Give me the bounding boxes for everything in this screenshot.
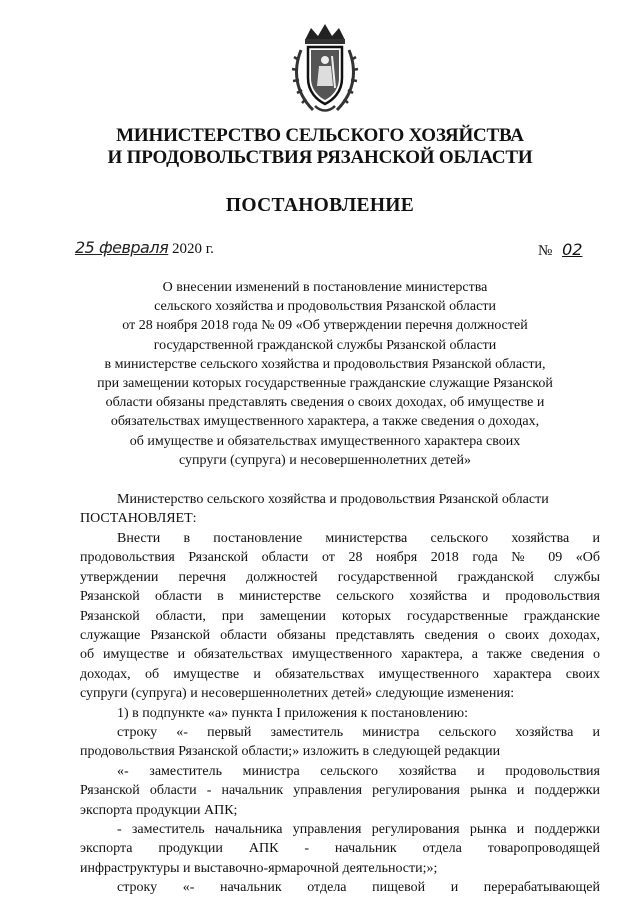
paragraph-line: строку «- первый заместитель министра сельского хозяйства и <box>117 725 600 740</box>
paragraph-line: «- заместитель министра сельского хозяйства и продовольствия <box>117 764 600 779</box>
intro-paragraph <box>80 490 600 509</box>
paragraph-line: Рязанской области в министерстве сельского хозяйства и продовольствия <box>80 589 600 605</box>
paragraph-food-department <box>80 878 600 897</box>
subject-line: государственной гражданской службы Рязанской области <box>153 337 497 353</box>
subject-line: в министерстве сельского хозяйства и продовольствия Рязанской области, <box>104 356 546 372</box>
handwritten-number: 02 <box>562 240 583 259</box>
paragraph-line: доходах, об имуществе и обязательствах имущественного характера своих <box>80 666 600 682</box>
subject-line: об имуществе и обязательствах имущественного характера своих <box>129 433 521 449</box>
subject-line: области обязаны представлять сведения о своих доходах, об имуществе и <box>105 395 545 411</box>
document-date <box>75 238 214 258</box>
paragraph-line: строку «- начальник отдела пищевой и перерабатывающей <box>117 880 600 895</box>
subject-line: от 28 ноября 2018 года № 09 «Об утверждении перечня должностей <box>122 318 528 334</box>
subject-line: обязательствах имущественного характера, а также сведения о доходах, <box>110 414 540 430</box>
paragraph-line: об имуществе и обязательствах имущественного характера, а также сведения о <box>80 647 600 663</box>
intro-resolve <box>80 509 600 528</box>
paragraph-line: продовольствия Рязанской области;» изложить в следующей редакции <box>80 744 501 760</box>
paragraph-line: продовольствия Рязанской области от 28 ноября 2018 года № 09 «Об <box>80 550 600 566</box>
paragraph-line: - заместитель начальника управления регулирования рынка и поддержки <box>117 822 600 837</box>
document-type-title: ПОСТАНОВЛЕНИЕ <box>225 195 415 216</box>
coat-of-arms-icon <box>291 20 359 116</box>
document-number <box>538 240 588 260</box>
item-1 <box>80 704 600 723</box>
date-suffix: г. <box>205 241 214 257</box>
resolve-word: ПОСТАНОВЛЯЕТ: <box>80 511 197 526</box>
paragraph-line: Рязанской области - начальник управления регулирования рынка и поддержки <box>80 783 600 799</box>
paragraph-line: служащие Рязанской области обязаны представлять сведения о своих доходах, <box>80 627 600 643</box>
paragraph-line-replace <box>80 723 600 762</box>
date-year: 2020 <box>171 241 202 257</box>
paragraph-line: экспорта продукции АПК - начальник отдела товаропроводящей <box>80 841 600 857</box>
paragraph-deputy-head <box>80 820 600 878</box>
number-label: № <box>538 243 553 259</box>
subject-line: О внесении изменений в постановление министерства <box>162 280 488 295</box>
ministry-name-line-1: МИНИСТЕРСТВО СЕЛЬСКОГО ХОЗЯЙСТВА <box>116 125 524 146</box>
paragraph-line: Внести в постановление министерства сельского хозяйства и <box>117 531 600 546</box>
paragraph-new-text <box>80 762 600 820</box>
paragraph-amendments <box>80 529 600 704</box>
paragraph-line: экспорта продукции АПК; <box>80 802 238 818</box>
ministry-name-line-2: И ПРОДОВОЛЬСТВИЯ РЯЗАНСКОЙ ОБЛАСТИ <box>107 147 533 168</box>
handwritten-date: 25 февраля <box>75 238 169 257</box>
paragraph-line: супруги (супруга) и несовершеннолетних детей» следующие изменения: <box>80 686 515 702</box>
item-1-line: 1) в подпункте «а» пункта I приложения к постановлению: <box>117 706 468 721</box>
intro-line: Министерство сельского хозяйства и продовольствия Рязанской области <box>117 492 549 507</box>
subject-line: при замещении которых государственные гражданские служащие Рязанской <box>97 376 553 392</box>
paragraph-line: утверждении перечня должностей государственной гражданской службы <box>80 569 600 585</box>
subject-line: сельского хозяйства и продовольствия Рязанской области <box>154 299 496 315</box>
paragraph-line: инфраструктуры и выставочно-ярмарочной деятельности;»; <box>80 860 438 876</box>
paragraph-line: Рязанской области, при замещении которых государственные гражданские <box>80 608 600 624</box>
subject-line: супруги (супруга) и несовершеннолетних детей» <box>179 452 471 468</box>
document-subject <box>70 278 580 470</box>
